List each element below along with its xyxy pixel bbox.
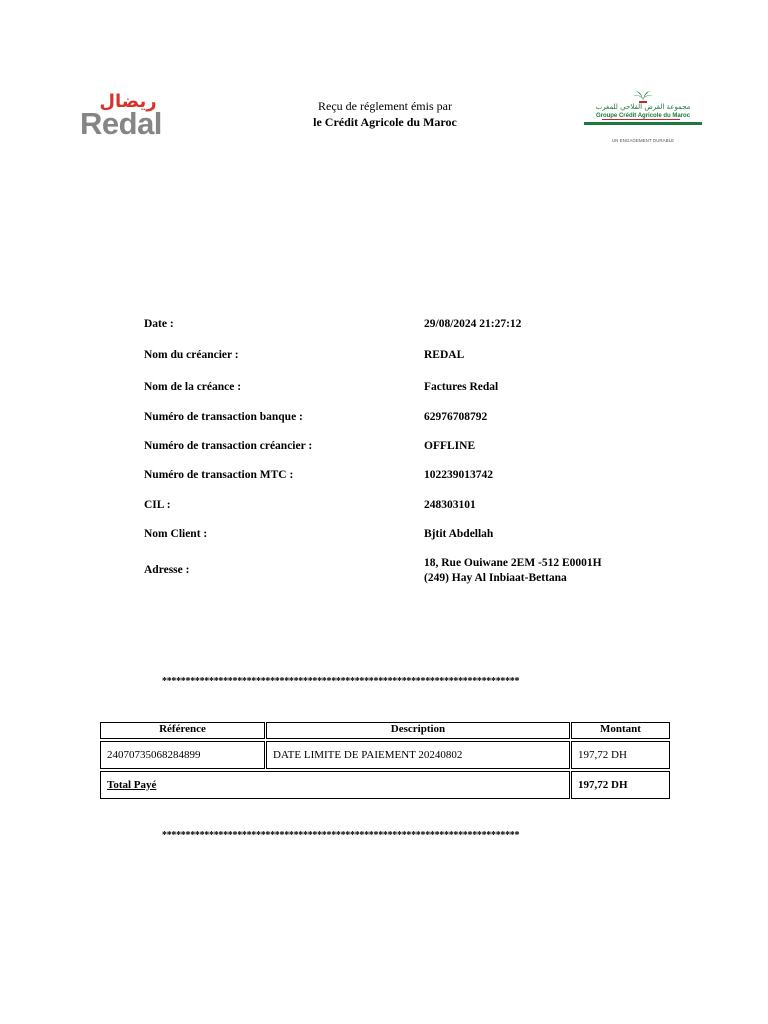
total-label-cell	[100, 771, 570, 799]
tx-mtc-value: 102239013742	[424, 469, 493, 481]
receipt-title	[270, 98, 500, 130]
tx-creancier-label: Numéro de transaction créancier :	[144, 440, 313, 452]
credit-agricole-logo	[582, 88, 704, 150]
separator-top: ****************************************************************************	[162, 676, 520, 687]
creance-label: Nom de la créance :	[144, 381, 242, 393]
creancier-label: Nom du créancier :	[144, 349, 239, 361]
credit-agricole-name: Groupe Crédit Agricole du Maroc	[595, 113, 691, 119]
client-label: Nom Client :	[144, 528, 208, 540]
header-description: Description	[266, 722, 570, 739]
cil-value: 248303101	[424, 499, 476, 511]
receipt-title-line2: le Crédit Agricole du Maroc	[313, 115, 457, 129]
row-description: DATE LIMITE DE PAIEMENT 20240802	[266, 741, 570, 769]
tx-banque-value: 62976708792	[424, 411, 488, 423]
redal-logo-text: Redal	[80, 106, 162, 141]
sprout-icon	[628, 88, 658, 104]
adresse-line1: 18, Rue Ouiwane 2EM -512 E0001H	[424, 557, 602, 569]
date-label: Date :	[144, 318, 174, 330]
creancier-value: REDAL	[424, 349, 465, 361]
creance-value: Factures Redal	[424, 381, 499, 393]
receipt-title-line1: Reçu de réglement émis par	[318, 99, 452, 113]
logo-green-rule	[584, 122, 702, 125]
row-reference: 24070735068284899	[100, 741, 265, 769]
tx-mtc-label: Numéro de transaction MTC :	[144, 469, 294, 481]
date-value: 29/08/2024 21:27:12	[424, 318, 522, 330]
credit-agricole-tagline: UN ENGAGEMENT DURABLE	[611, 138, 675, 143]
redal-logo-arabic: ريضال	[99, 91, 157, 112]
tx-creancier-value: OFFLINE	[424, 440, 476, 452]
cil-label: CIL :	[144, 499, 171, 511]
redal-logo	[80, 92, 180, 144]
separator-bottom: ****************************************************************************	[162, 830, 520, 841]
credit-agricole-arabic: مجموعة القرض الفلاحي للمغرب	[595, 103, 691, 111]
tx-banque-label: Numéro de transaction banque :	[144, 411, 303, 423]
total-value: 197,72 DH	[571, 771, 670, 799]
row-montant: 197,72 DH	[571, 741, 670, 769]
adresse-line2: (249) Hay Al Inbiaat-Bettana	[424, 572, 567, 584]
header-montant: Montant	[571, 722, 670, 739]
adresse-label: Adresse :	[144, 564, 190, 576]
header-reference: Référence	[100, 722, 265, 739]
total-label: Total Payé	[107, 778, 157, 791]
client-value: Bjtit Abdellah	[424, 528, 494, 540]
